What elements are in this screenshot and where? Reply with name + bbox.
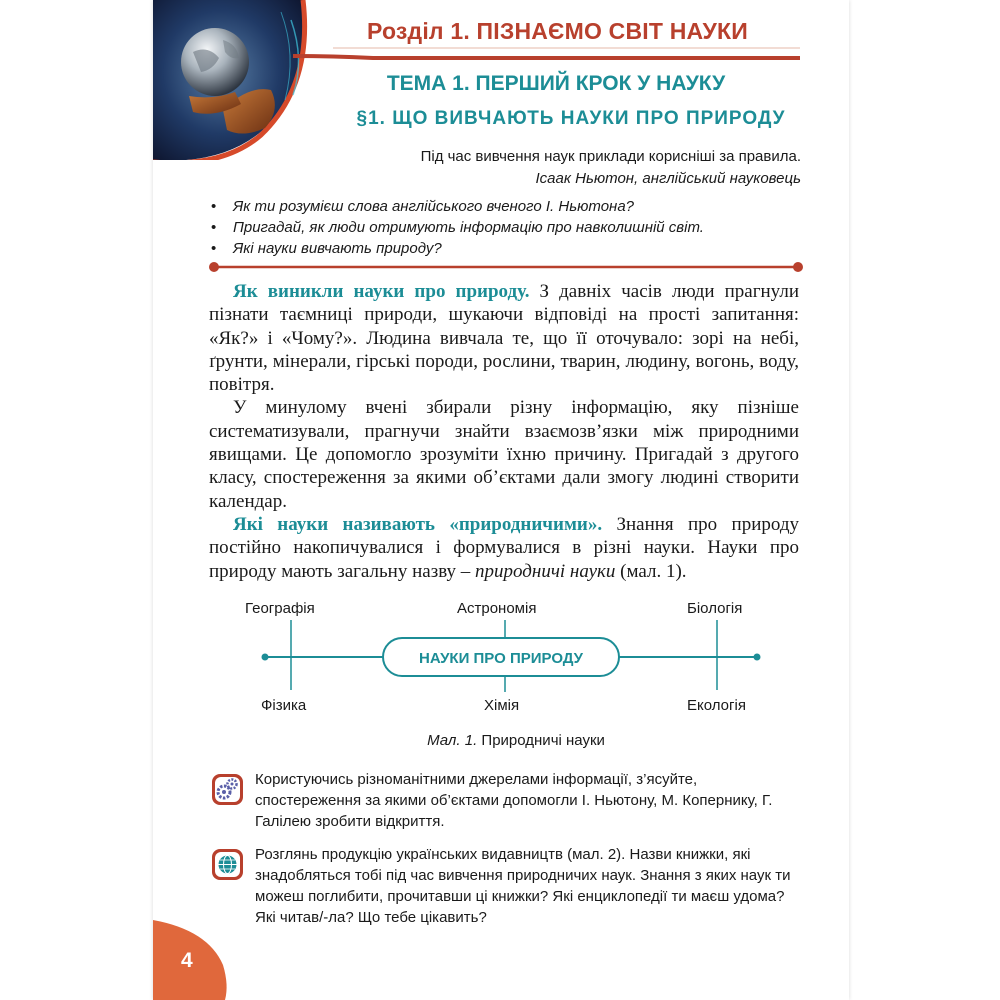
globe-icon — [211, 848, 244, 881]
textbook-page — [153, 0, 849, 1000]
page-number: 4 — [181, 949, 193, 972]
task-text: Користуючись різноманітними джерелами інформації, з’ясуйте, спостереження за якими об’єктами допомогли І. Ньютону, М. Копернику, Г. Галілею зробити відкриття. — [255, 771, 773, 830]
paragraph-heading: Як виникли науки про природу. — [233, 281, 530, 302]
label-geography: Географія — [245, 600, 315, 617]
label-chemistry: Хімія — [484, 697, 520, 714]
figure-title: Природничі науки — [477, 732, 605, 749]
paragraph-heading: Які науки називають «природничими». — [233, 513, 603, 535]
label-biology: Біологія — [687, 600, 743, 617]
question-item: • Пригадай, як люди отримують інформацію про навколишній світ. — [211, 217, 704, 238]
task-block — [211, 769, 801, 833]
main-text — [209, 280, 799, 583]
epigraph — [421, 146, 801, 190]
paragraph-title: §1. ЩО ВИВЧАЮТЬ НАУКИ ПРО ПРИРОДУ — [356, 108, 786, 129]
topic-title: ТЕМА 1. ПЕРШИЙ КРОК У НАУКУ — [386, 72, 726, 95]
question-item: • Які науки вивчають природу? — [211, 238, 704, 259]
paragraph-text: Знання про природу постійно накопичувалися і формувалися в різні науки. Науки про природу мають загальну назву – — [209, 513, 799, 582]
gears-icon — [211, 773, 244, 806]
paragraph-2 — [209, 396, 799, 512]
section-divider — [208, 259, 804, 275]
task-block — [211, 844, 801, 932]
paragraph-3 — [209, 513, 799, 583]
paragraph-text: (мал. 1). — [615, 560, 687, 582]
diagram-center-label: НАУКИ ПРО ПРИРОДУ — [419, 650, 583, 667]
figure-caption — [153, 732, 849, 749]
label-physics: Фізика — [261, 697, 307, 714]
sciences-diagram — [239, 596, 779, 726]
task-text: Розглянь продукцію українських видавництв (мал. 2). Назви книжки, які знадобляться тобі під час вивчення природничих наук. Знання з яких наук ти можеш поглибити, прочитавши ці книжки? Які енциклопедії ти маєш удома? Які читав/-ла? Що тебе цікавить? — [255, 846, 791, 926]
term-natural-sciences: природничі науки — [475, 560, 616, 582]
paragraph-1 — [209, 280, 799, 396]
question-item: • Як ти розумієш слова англійського вченого І. Ньютона? — [211, 196, 704, 217]
figure-number: Мал. 1. — [427, 732, 478, 749]
warmup-questions — [211, 196, 704, 259]
paragraph-text: З давніх часів люди прагнули пізнати таємниці природи, шукаючи відповіді на прості запитання: «Як?» і «Чому?». Людина вивчала те, що її оточувало: зорі на небі, ґрунти, мінерали, гірські породи, рослини, тварин, людину, вогонь, воду, повітря. — [209, 281, 799, 396]
label-astronomy: Астрономія — [457, 600, 537, 617]
quote-text: Під час вивчення наук приклади корисніші за правила. — [420, 148, 801, 165]
quote-author: Ісаак Ньютон, англійський науковець — [535, 170, 801, 187]
chapter-title: Розділ 1. ПІЗНАЄМО СВІТ НАУКИ — [367, 18, 748, 44]
paragraph-text: У минулому вчені збирали різну інформацію, яку пізніше систематизували, прагнучи знайти взаємозв’язки між природними явищами. Це допомогло зрозуміти їхню причину. Пригадай з другого класу, спостереження за якими об’єктами дали змогу людині створити календар. — [209, 397, 799, 512]
label-ecology: Екологія — [687, 697, 746, 714]
page-number-tab — [153, 920, 233, 1000]
